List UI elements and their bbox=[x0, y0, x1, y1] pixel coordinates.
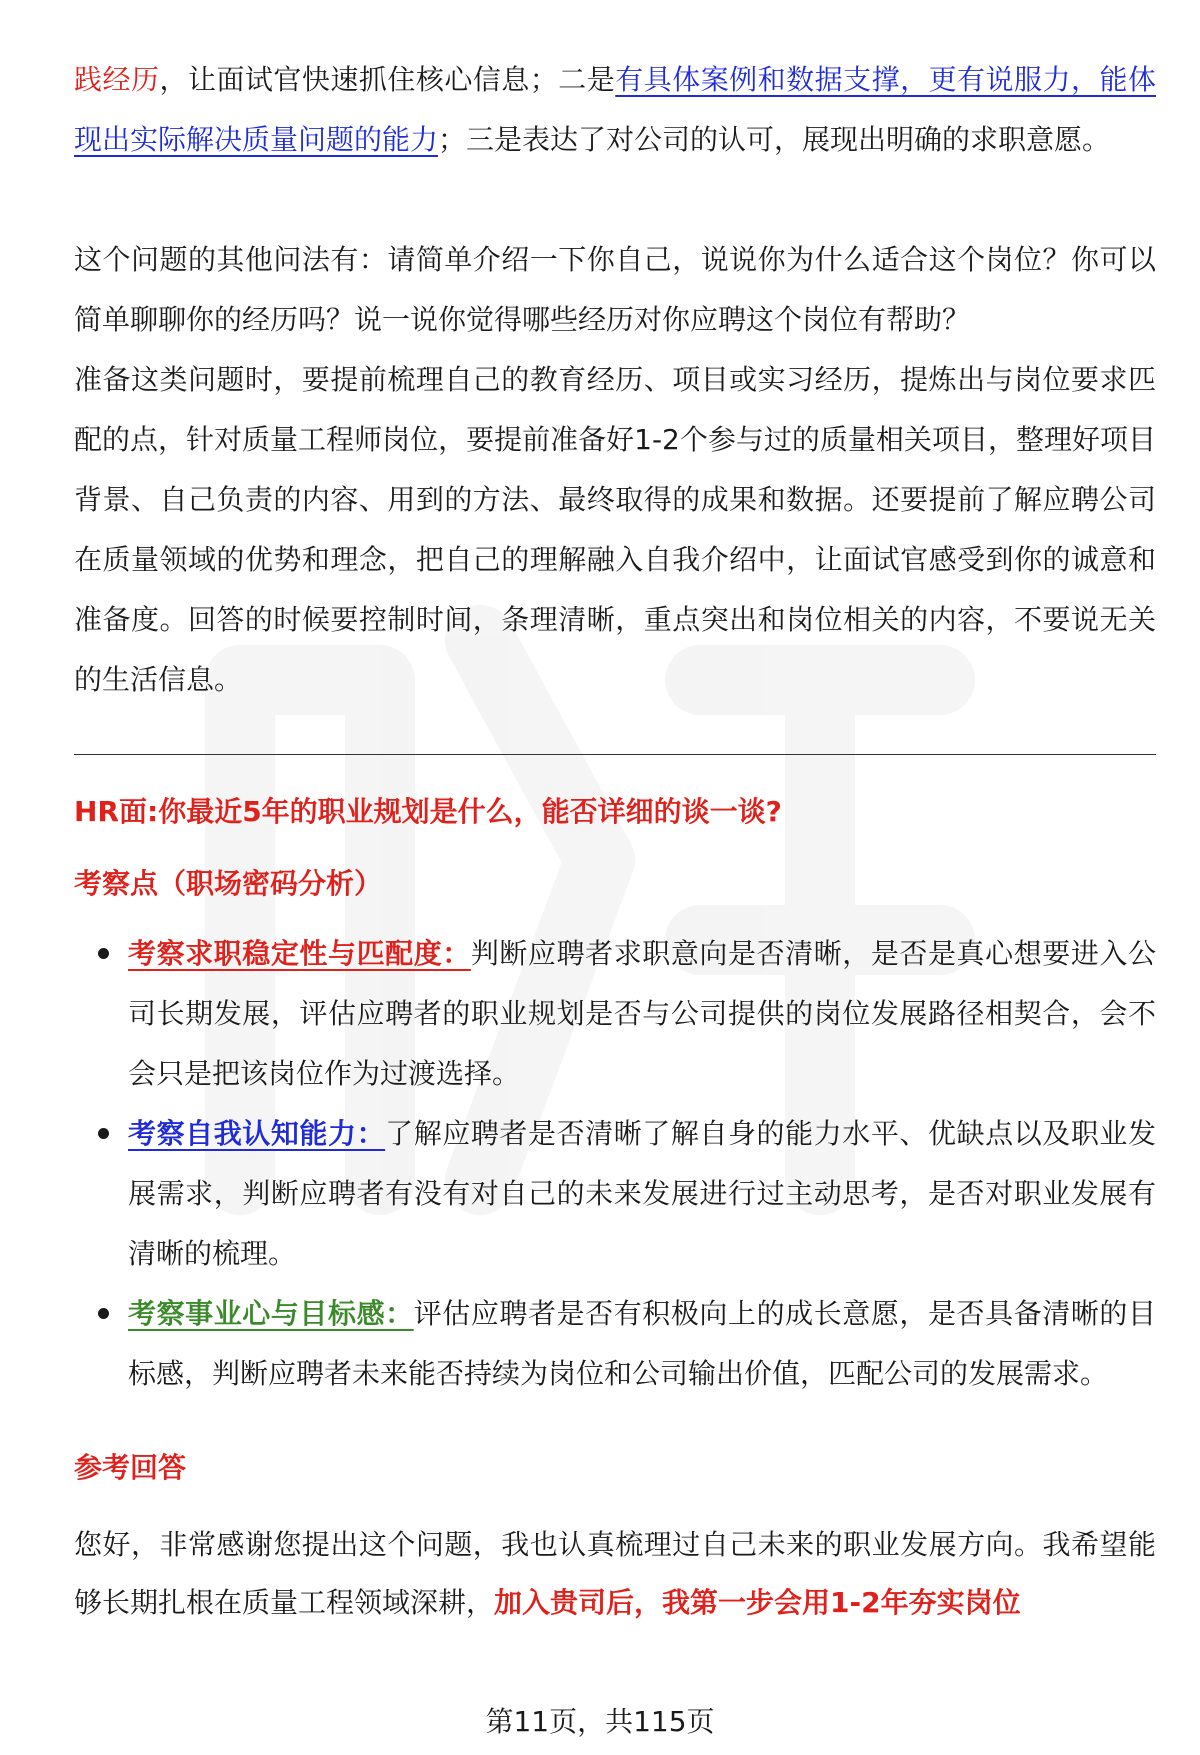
answer-heading: 参考回答 bbox=[74, 1451, 187, 1484]
intro-paragraph-3: 准备这类问题时，要提前梳理自己的教育经历、项目或实习经历，提炼出与岗位要求匹配的点，针对质量工程师岗位，要提前准备好1-2个参与过的质量相关项目，整理好项目背景、自己负责的内容、用到的方法、最终取得的成果和数据。还要提前了解应聘公司在质量领域的优势和理念，把自己的理解融入自我介绍中，让面试官感受到你的诚意和准备度。回答的时候要控制时间，条理清晰，重点突出和岗位相关的内容，不要说无关的生活信息。 bbox=[74, 363, 1156, 696]
point-label-1: 考察求职稳定性与匹配度： bbox=[128, 937, 471, 970]
intro-red-text: 践经历 bbox=[74, 63, 160, 96]
bullet-dot-icon bbox=[98, 1308, 109, 1319]
intro-paragraph-1 bbox=[74, 50, 1156, 170]
answer-bold-text: 加入贵司后，我第一步会用1-2年夯实岗位 bbox=[494, 1586, 1021, 1619]
question-title: HR面:你最近5年的职业规划是什么，能否详细的谈一谈? bbox=[74, 795, 782, 828]
point-text-2: 了解应聘者是否清晰了解自身的能力水平、优缺点以及职业发展需求，判断应聘者有没有对自己的未来发展进行过主动思考，是否对职业发展有清晰的梳理。 bbox=[128, 1117, 1156, 1270]
answer-paragraph bbox=[74, 1516, 1156, 1632]
analysis-point-3 bbox=[74, 1284, 1156, 1404]
page-footer: 第11页，共115页 bbox=[485, 1705, 715, 1738]
section-divider bbox=[74, 754, 1156, 755]
intro-link-text[interactable]: 有具体案例和数据支撑，更有说服力，能体现出实际解决质量问题的能力 bbox=[74, 63, 1156, 156]
point-text-3: 评估应聘者是否有积极向上的成长意愿，是否具备清晰的目标感，判断应聘者未来能否持续为岗位和公司输出价值，匹配公司的发展需求。 bbox=[128, 1297, 1156, 1390]
analysis-point-2 bbox=[74, 1104, 1156, 1284]
intro-text-2: ；三是表达了对公司的认可，展现出明确的求职意愿。 bbox=[438, 123, 1111, 156]
analysis-heading: 考察点（职场密码分析） bbox=[74, 867, 383, 900]
analysis-point-1 bbox=[74, 924, 1156, 1104]
point-text-1: 判断应聘者求职意向是否清晰，是否是真心想要进入公司长期发展，评估应聘者的职业规划是否与公司提供的岗位发展路径相契合，会不会只是把该岗位作为过渡选择。 bbox=[128, 937, 1156, 1090]
answer-text: 您好，非常感谢您提出这个问题，我也认真梳理过自己未来的职业发展方向。我希望能够长期扎根在质量工程领域深耕， bbox=[74, 1528, 1156, 1619]
point-label-2: 考察自我认知能力： bbox=[128, 1117, 386, 1150]
analysis-points bbox=[74, 924, 1156, 1404]
intro-paragraph-2: 这个问题的其他问法有：请简单介绍一下你自己，说说你为什么适合这个岗位？你可以简单聊聊你的经历吗？说一说你觉得哪些经历对你应聘这个岗位有帮助？ bbox=[74, 243, 1156, 336]
bullet-dot-icon bbox=[98, 1128, 109, 1139]
intro-text-1: ，让面试官快速抓住核心信息；二是 bbox=[159, 63, 616, 96]
point-label-3: 考察事业心与目标感： bbox=[128, 1297, 414, 1330]
bullet-dot-icon bbox=[98, 948, 109, 959]
